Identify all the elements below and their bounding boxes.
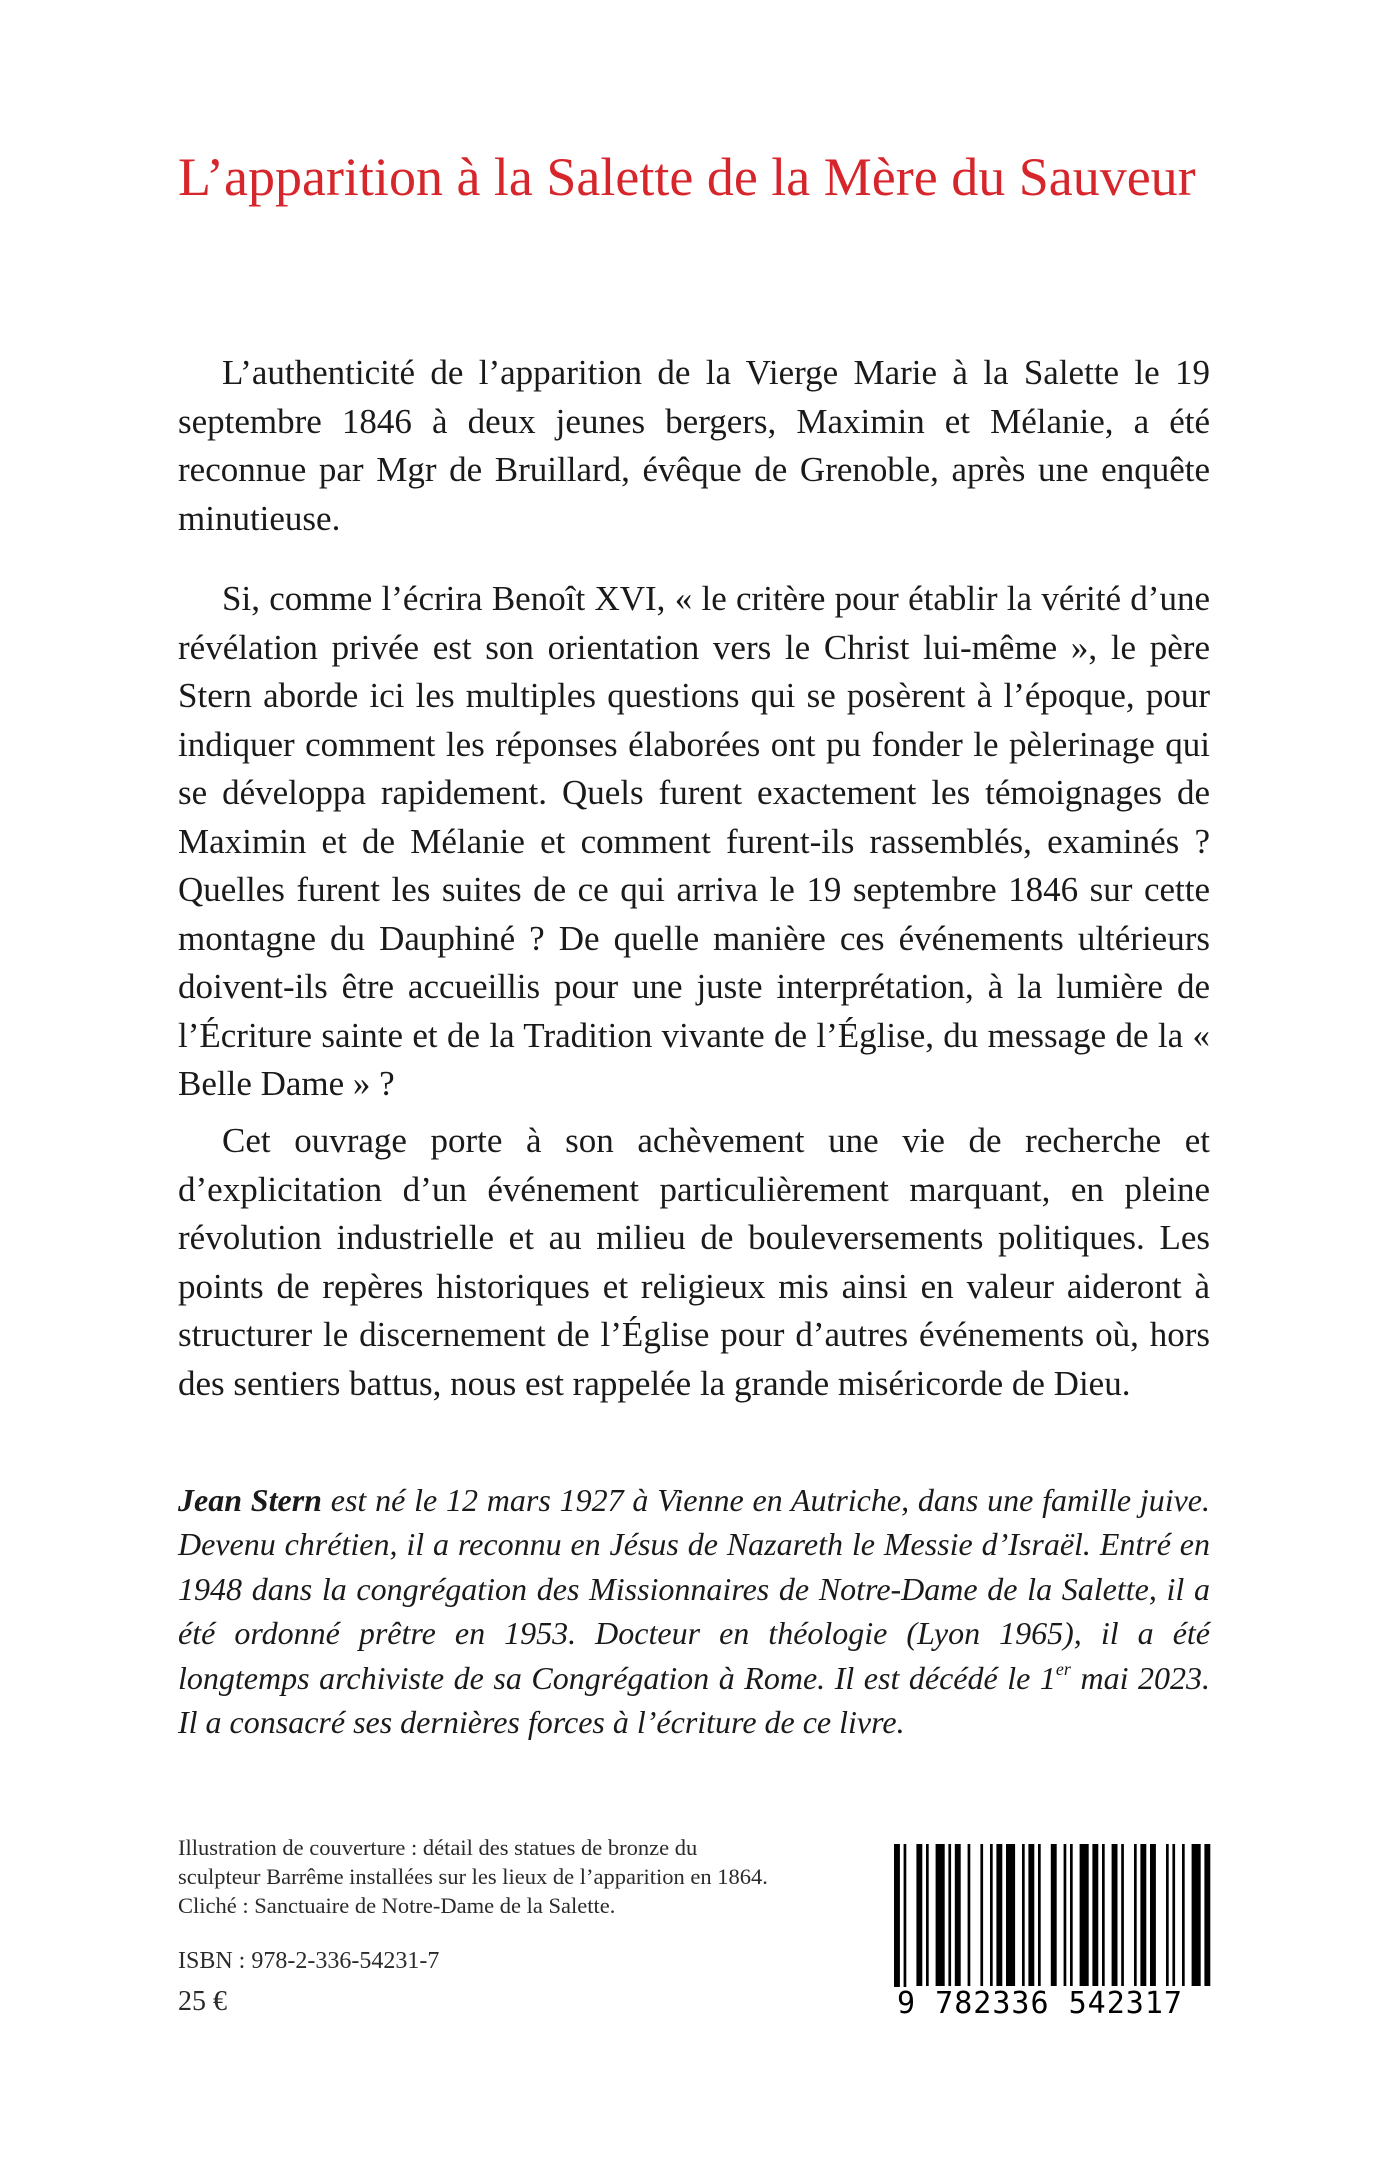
credits-line-2: sculpteur Barrême installées sur les lieux de l’apparition en 1864. <box>178 1864 768 1889</box>
summary-paragraph-1: L’authenticité de l’apparition de la Vierge Marie à la Salette le 19 septembre 1846 à deux jeunes bergers, Maximin et Mélanie, a été reconnue par Mgr de Bruillard, évêque de Grenoble, après une enquête minutieuse. <box>178 353 1210 538</box>
summary-paragraph-3: Cet ouvrage porte à son achèvement une vie de recherche et d’explicitation d’un événement particulièrement marquant, en pleine révolution industrielle et au milieu de bouleversements politiques. Les points de repères historiques et religieux mis ainsi en valeur aideront à structurer le discernement de l’Église pour d’autres événements où, hors des sentiers battus, nous est rappelée la grande miséricorde de Dieu. <box>178 1121 1210 1403</box>
barcode-bars-icon <box>868 1844 1212 1994</box>
summary-paragraph-2: Si, comme l’écrira Benoît XVI, « le critère pour établir la vérité d’une révélation privée est son orientation vers le Christ lui-même », le père Stern aborde ici les multiples questions qui se posèrent à l’époque, pour indiquer comment les réponses élaborées ont pu fonder le pèlerinage qui se développa rapidement. Quels furent exactement les témoignages de Maximin et de Mélanie et comment furent-ils rassemblés, examinés ? Quelles furent les suites de ce qui arriva le 19 septembre 1846 sur cette montagne du Dauphiné ? De quelle manière ces événements ultérieurs doivent-ils être accueillis pour une juste interprétation, à la lumière de l’Écriture sainte et de la Tradition vivante de l’Église, du message de la « Belle Dame » ? <box>178 579 1210 1103</box>
author-bio-text-1: est né le 12 mars 1927 à Vienne en Autriche, dans une famille juive. Devenu chrétien, il a reconnu en Jésus de Nazareth le Messie d’Israël. Entré en 1948 dans la congrégation des Missionnaires de Notre-Dame de la Salette, il a été ordonné prêtre en 1953. Docteur en théologie (Lyon 1965), il a été longtemps archiviste de sa Congrégation à Rome. Il est décédé le 1 <box>178 1482 1211 1696</box>
author-bio-superscript: er <box>1055 1658 1071 1679</box>
cover-credits <box>178 1833 818 1920</box>
barcode <box>868 1844 1220 2022</box>
isbn: ISBN : 978-2-336-54231-7 <box>178 1948 440 1974</box>
author-bio <box>178 1478 1210 1744</box>
author-bio-text-2: mai 2023. Il a consacré ses dernières forces à l’écriture de ce livre. <box>178 1659 1211 1741</box>
credits-line-3: Cliché : Sanctuaire de Notre-Dame de la Salette. <box>178 1893 616 1918</box>
credits-line-1: Illustration de couverture : détail des statues de bronze du <box>178 1835 698 1860</box>
price: 25 € <box>178 1986 227 2017</box>
book-title: L’apparition à la Salette de la Mère du Sauveur <box>178 147 1196 207</box>
author-name: Jean Stern <box>178 1482 322 1518</box>
barcode-digits: 9 782336 542317 <box>868 1987 1212 2021</box>
